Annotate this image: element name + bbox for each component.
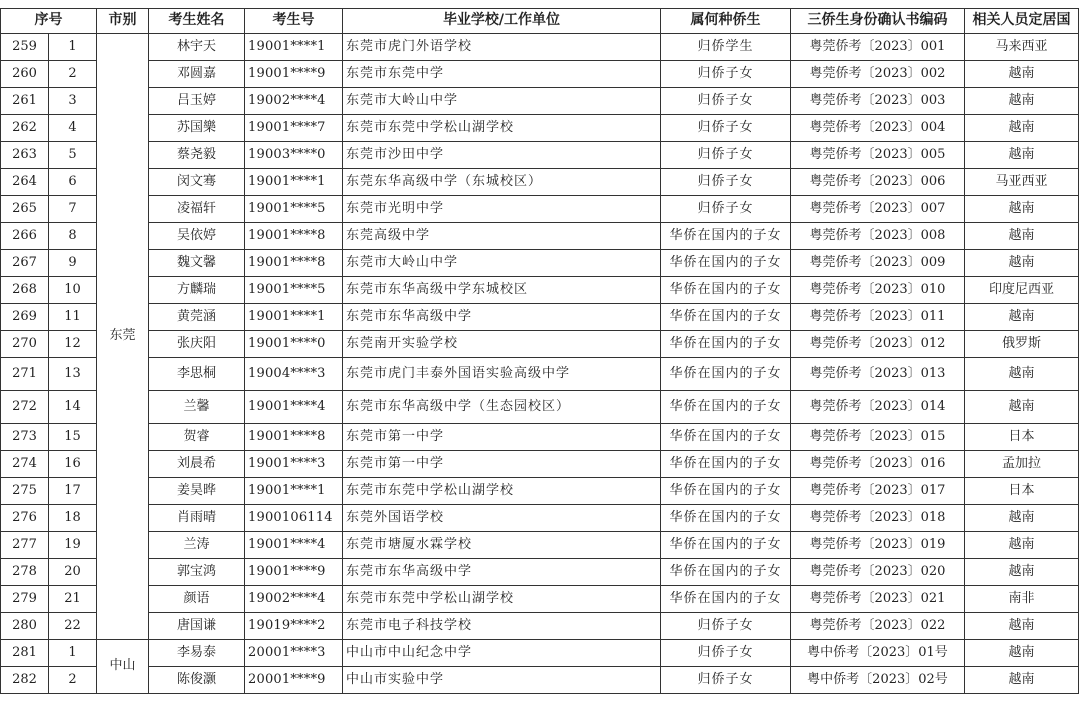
- table-row: [1, 451, 1079, 478]
- cell-seq: 276: [1, 505, 49, 532]
- cell-exam-no: 19003****0: [245, 142, 343, 169]
- table-row: [1, 532, 1079, 559]
- cell-seq: 270: [1, 331, 49, 358]
- cell-seq: 262: [1, 115, 49, 142]
- cell-school: 东莞市东莞中学松山湖学校: [343, 115, 661, 142]
- cell-cert: 粤莞侨考〔2023〕020: [791, 559, 965, 586]
- cell-exam-no: 19002****4: [245, 586, 343, 613]
- table-row: [1, 424, 1079, 451]
- cell-name: 李易泰: [149, 640, 245, 667]
- cell-cert: 粤莞侨考〔2023〕011: [791, 304, 965, 331]
- cell-cert: 粤莞侨考〔2023〕009: [791, 250, 965, 277]
- cell-cert: 粤中侨考〔2023〕02号: [791, 667, 965, 694]
- cell-seq: 260: [1, 61, 49, 88]
- cell-country: 越南: [965, 61, 1079, 88]
- cell-seq: 271: [1, 358, 49, 391]
- cell-cert: 粤莞侨考〔2023〕022: [791, 613, 965, 640]
- table-header: [1, 9, 1079, 34]
- cell-seq: 268: [1, 277, 49, 304]
- header-seq: 序号: [1, 9, 97, 34]
- cell-name: 吕玉婷: [149, 88, 245, 115]
- cell-cert: 粤莞侨考〔2023〕017: [791, 478, 965, 505]
- cell-group-no: 20: [49, 559, 97, 586]
- cell-group-no: 17: [49, 478, 97, 505]
- cell-group-no: 5: [49, 142, 97, 169]
- cell-cert: 粤莞侨考〔2023〕003: [791, 88, 965, 115]
- cell-category: 华侨在国内的子女: [661, 478, 791, 505]
- cell-exam-no: 19019****2: [245, 613, 343, 640]
- cell-exam-no: 19001****9: [245, 61, 343, 88]
- cell-cert: 粤莞侨考〔2023〕016: [791, 451, 965, 478]
- cell-country: 越南: [965, 505, 1079, 532]
- cell-seq: 269: [1, 304, 49, 331]
- cell-category: 华侨在国内的子女: [661, 586, 791, 613]
- cell-cert: 粤莞侨考〔2023〕018: [791, 505, 965, 532]
- cell-seq: 265: [1, 196, 49, 223]
- cell-group-no: 3: [49, 88, 97, 115]
- cell-country: 越南: [965, 532, 1079, 559]
- cell-category: 华侨在国内的子女: [661, 250, 791, 277]
- cell-exam-no: 19001****8: [245, 223, 343, 250]
- table-row: [1, 559, 1079, 586]
- cell-country: 越南: [965, 358, 1079, 391]
- table-row: [1, 88, 1079, 115]
- cell-category: 华侨在国内的子女: [661, 277, 791, 304]
- cell-city: 东莞: [97, 34, 149, 640]
- cell-exam-no: 19001****1: [245, 304, 343, 331]
- cell-exam-no: 19004****3: [245, 358, 343, 391]
- cell-cert: 粤莞侨考〔2023〕001: [791, 34, 965, 61]
- cell-seq: 281: [1, 640, 49, 667]
- cell-cert: 粤莞侨考〔2023〕014: [791, 391, 965, 424]
- cell-name: 刘晨希: [149, 451, 245, 478]
- cell-country: 越南: [965, 391, 1079, 424]
- cell-country: 俄罗斯: [965, 331, 1079, 358]
- cell-seq: 266: [1, 223, 49, 250]
- cell-country: 越南: [965, 613, 1079, 640]
- cell-name: 肖雨晴: [149, 505, 245, 532]
- cell-name: 蔡尧毅: [149, 142, 245, 169]
- cell-category: 归侨子女: [661, 640, 791, 667]
- cell-school: 东莞市东华高级中学（生态园校区）: [343, 391, 661, 424]
- cell-category: 华侨在国内的子女: [661, 532, 791, 559]
- cell-name: 颜语: [149, 586, 245, 613]
- cell-school: 东莞市电子科技学校: [343, 613, 661, 640]
- cell-cert: 粤莞侨考〔2023〕021: [791, 586, 965, 613]
- cell-category: 华侨在国内的子女: [661, 331, 791, 358]
- cell-city: 中山: [97, 640, 149, 694]
- header-category: 属何种侨生: [661, 9, 791, 34]
- header-school: 毕业学校/工作单位: [343, 9, 661, 34]
- cell-seq: 279: [1, 586, 49, 613]
- cell-name: 李思桐: [149, 358, 245, 391]
- cell-country: 马来西亚: [965, 34, 1079, 61]
- cell-name: 苏国樂: [149, 115, 245, 142]
- cell-category: 华侨在国内的子女: [661, 505, 791, 532]
- cell-school: 东莞市大岭山中学: [343, 88, 661, 115]
- cell-group-no: 13: [49, 358, 97, 391]
- cell-category: 归侨子女: [661, 61, 791, 88]
- cell-seq: 263: [1, 142, 49, 169]
- cell-group-no: 7: [49, 196, 97, 223]
- cell-exam-no: 20001****9: [245, 667, 343, 694]
- cell-country: 印度尼西亚: [965, 277, 1079, 304]
- cell-group-no: 4: [49, 115, 97, 142]
- cell-country: 日本: [965, 478, 1079, 505]
- cell-name: 邓圆嘉: [149, 61, 245, 88]
- cell-category: 归侨子女: [661, 88, 791, 115]
- cell-group-no: 8: [49, 223, 97, 250]
- cell-country: 越南: [965, 115, 1079, 142]
- cell-group-no: 2: [49, 667, 97, 694]
- cell-category: 华侨在国内的子女: [661, 559, 791, 586]
- cell-category: 华侨在国内的子女: [661, 304, 791, 331]
- table-row: [1, 478, 1079, 505]
- cell-name: 吴依婷: [149, 223, 245, 250]
- cell-school: 东莞市东莞中学松山湖学校: [343, 586, 661, 613]
- cell-group-no: 1: [49, 640, 97, 667]
- cell-country: 孟加拉: [965, 451, 1079, 478]
- cell-school: 东莞外国语学校: [343, 505, 661, 532]
- cell-category: 华侨在国内的子女: [661, 223, 791, 250]
- cell-seq: 274: [1, 451, 49, 478]
- table-row: [1, 640, 1079, 667]
- cell-exam-no: 19001****0: [245, 331, 343, 358]
- cell-country: 越南: [965, 142, 1079, 169]
- cell-seq: 267: [1, 250, 49, 277]
- cell-school: 东莞市虎门丰泰外国语实验高级中学: [343, 358, 661, 391]
- header-country: 相关人员定居国: [965, 9, 1079, 34]
- cell-seq: 275: [1, 478, 49, 505]
- header-name: 考生姓名: [149, 9, 245, 34]
- table-row: [1, 142, 1079, 169]
- cell-country: 越南: [965, 640, 1079, 667]
- cell-name: 陈俊灏: [149, 667, 245, 694]
- cell-name: 方麟瑞: [149, 277, 245, 304]
- table-row: [1, 196, 1079, 223]
- cell-name: 唐国谦: [149, 613, 245, 640]
- cell-country: 越南: [965, 88, 1079, 115]
- cell-name: 兰馨: [149, 391, 245, 424]
- cell-school: 东莞市第一中学: [343, 424, 661, 451]
- cell-country: 日本: [965, 424, 1079, 451]
- cell-group-no: 6: [49, 169, 97, 196]
- cell-seq: 282: [1, 667, 49, 694]
- cell-category: 归侨子女: [661, 667, 791, 694]
- cell-exam-no: 19001****4: [245, 391, 343, 424]
- cell-name: 姜昊晔: [149, 478, 245, 505]
- table-body: [1, 34, 1079, 694]
- cell-name: 兰涛: [149, 532, 245, 559]
- cell-name: 魏文馨: [149, 250, 245, 277]
- cell-country: 越南: [965, 250, 1079, 277]
- cell-cert: 粤莞侨考〔2023〕013: [791, 358, 965, 391]
- cell-name: 张庆阳: [149, 331, 245, 358]
- cell-school: 东莞市东莞中学: [343, 61, 661, 88]
- cell-seq: 259: [1, 34, 49, 61]
- cell-seq: 277: [1, 532, 49, 559]
- overseas-students-table: [0, 8, 1079, 694]
- cell-seq: 264: [1, 169, 49, 196]
- table-row: [1, 505, 1079, 532]
- cell-category: 归侨子女: [661, 142, 791, 169]
- cell-country: 马亚西亚: [965, 169, 1079, 196]
- cell-cert: 粤莞侨考〔2023〕005: [791, 142, 965, 169]
- table-row: [1, 250, 1079, 277]
- cell-exam-no: 20001****3: [245, 640, 343, 667]
- cell-group-no: 2: [49, 61, 97, 88]
- table-row: [1, 358, 1079, 391]
- cell-cert: 粤莞侨考〔2023〕019: [791, 532, 965, 559]
- table-row: [1, 667, 1079, 694]
- table-row: [1, 34, 1079, 61]
- cell-school: 东莞市沙田中学: [343, 142, 661, 169]
- cell-seq: 280: [1, 613, 49, 640]
- header-exam-no: 考生号: [245, 9, 343, 34]
- cell-exam-no: 19001****4: [245, 532, 343, 559]
- cell-group-no: 16: [49, 451, 97, 478]
- cell-group-no: 21: [49, 586, 97, 613]
- cell-school: 东莞市第一中学: [343, 451, 661, 478]
- cell-group-no: 1: [49, 34, 97, 61]
- cell-cert: 粤莞侨考〔2023〕006: [791, 169, 965, 196]
- cell-cert: 粤莞侨考〔2023〕010: [791, 277, 965, 304]
- cell-name: 黄莞涵: [149, 304, 245, 331]
- cell-school: 中山市实验中学: [343, 667, 661, 694]
- cell-category: 归侨子女: [661, 613, 791, 640]
- cell-group-no: 11: [49, 304, 97, 331]
- header-city: 市别: [97, 9, 149, 34]
- cell-country: 越南: [965, 559, 1079, 586]
- cell-school: 东莞高级中学: [343, 223, 661, 250]
- cell-exam-no: 19002****4: [245, 88, 343, 115]
- cell-exam-no: 19001****9: [245, 559, 343, 586]
- cell-group-no: 18: [49, 505, 97, 532]
- table-row: [1, 304, 1079, 331]
- cell-country: 越南: [965, 304, 1079, 331]
- cell-name: 闵文骞: [149, 169, 245, 196]
- cell-name: 郭宝鸿: [149, 559, 245, 586]
- cell-group-no: 12: [49, 331, 97, 358]
- cell-school: 东莞市东莞中学松山湖学校: [343, 478, 661, 505]
- table-row: [1, 115, 1079, 142]
- cell-category: 归侨子女: [661, 169, 791, 196]
- table-row: [1, 586, 1079, 613]
- cell-category: 华侨在国内的子女: [661, 451, 791, 478]
- cell-cert: 粤中侨考〔2023〕01号: [791, 640, 965, 667]
- cell-school: 东莞东华高级中学（东城校区）: [343, 169, 661, 196]
- table-row: [1, 169, 1079, 196]
- cell-school: 东莞市虎门外语学校: [343, 34, 661, 61]
- cell-group-no: 22: [49, 613, 97, 640]
- cell-seq: 261: [1, 88, 49, 115]
- cell-seq: 278: [1, 559, 49, 586]
- cell-category: 华侨在国内的子女: [661, 391, 791, 424]
- cell-country: 越南: [965, 667, 1079, 694]
- cell-exam-no: 19001****3: [245, 451, 343, 478]
- cell-school: 东莞市东华高级中学东城校区: [343, 277, 661, 304]
- header-cert: 三侨生身份确认书编码: [791, 9, 965, 34]
- cell-seq: 272: [1, 391, 49, 424]
- table-row: [1, 391, 1079, 424]
- cell-name: 林宇天: [149, 34, 245, 61]
- cell-exam-no: 19001****7: [245, 115, 343, 142]
- cell-school: 东莞南开实验学校: [343, 331, 661, 358]
- cell-school: 中山市中山纪念中学: [343, 640, 661, 667]
- cell-cert: 粤莞侨考〔2023〕015: [791, 424, 965, 451]
- cell-name: 凌福轩: [149, 196, 245, 223]
- table-row: [1, 277, 1079, 304]
- table-row: [1, 61, 1079, 88]
- cell-school: 东莞市大岭山中学: [343, 250, 661, 277]
- cell-cert: 粤莞侨考〔2023〕007: [791, 196, 965, 223]
- cell-group-no: 19: [49, 532, 97, 559]
- cell-category: 归侨学生: [661, 34, 791, 61]
- cell-exam-no: 19001****1: [245, 169, 343, 196]
- cell-exam-no: 19001****1: [245, 34, 343, 61]
- cell-school: 东莞市塘厦水霖学校: [343, 532, 661, 559]
- cell-category: 归侨子女: [661, 196, 791, 223]
- cell-school: 东莞市东华高级中学: [343, 559, 661, 586]
- cell-cert: 粤莞侨考〔2023〕012: [791, 331, 965, 358]
- cell-exam-no: 19001****8: [245, 250, 343, 277]
- cell-group-no: 15: [49, 424, 97, 451]
- cell-exam-no: 19001****1: [245, 478, 343, 505]
- cell-seq: 273: [1, 424, 49, 451]
- table-row: [1, 331, 1079, 358]
- table-row: [1, 223, 1079, 250]
- cell-cert: 粤莞侨考〔2023〕008: [791, 223, 965, 250]
- cell-category: 归侨子女: [661, 115, 791, 142]
- cell-school: 东莞市东华高级中学: [343, 304, 661, 331]
- cell-name: 贺睿: [149, 424, 245, 451]
- cell-group-no: 14: [49, 391, 97, 424]
- cell-exam-no: 1900106114: [245, 505, 343, 532]
- cell-country: 南非: [965, 586, 1079, 613]
- cell-country: 越南: [965, 223, 1079, 250]
- cell-cert: 粤莞侨考〔2023〕004: [791, 115, 965, 142]
- cell-group-no: 9: [49, 250, 97, 277]
- cell-exam-no: 19001****5: [245, 277, 343, 304]
- table-row: [1, 613, 1079, 640]
- cell-category: 华侨在国内的子女: [661, 358, 791, 391]
- cell-school: 东莞市光明中学: [343, 196, 661, 223]
- cell-category: 华侨在国内的子女: [661, 424, 791, 451]
- cell-exam-no: 19001****8: [245, 424, 343, 451]
- cell-group-no: 10: [49, 277, 97, 304]
- cell-exam-no: 19001****5: [245, 196, 343, 223]
- cell-country: 越南: [965, 196, 1079, 223]
- cell-cert: 粤莞侨考〔2023〕002: [791, 61, 965, 88]
